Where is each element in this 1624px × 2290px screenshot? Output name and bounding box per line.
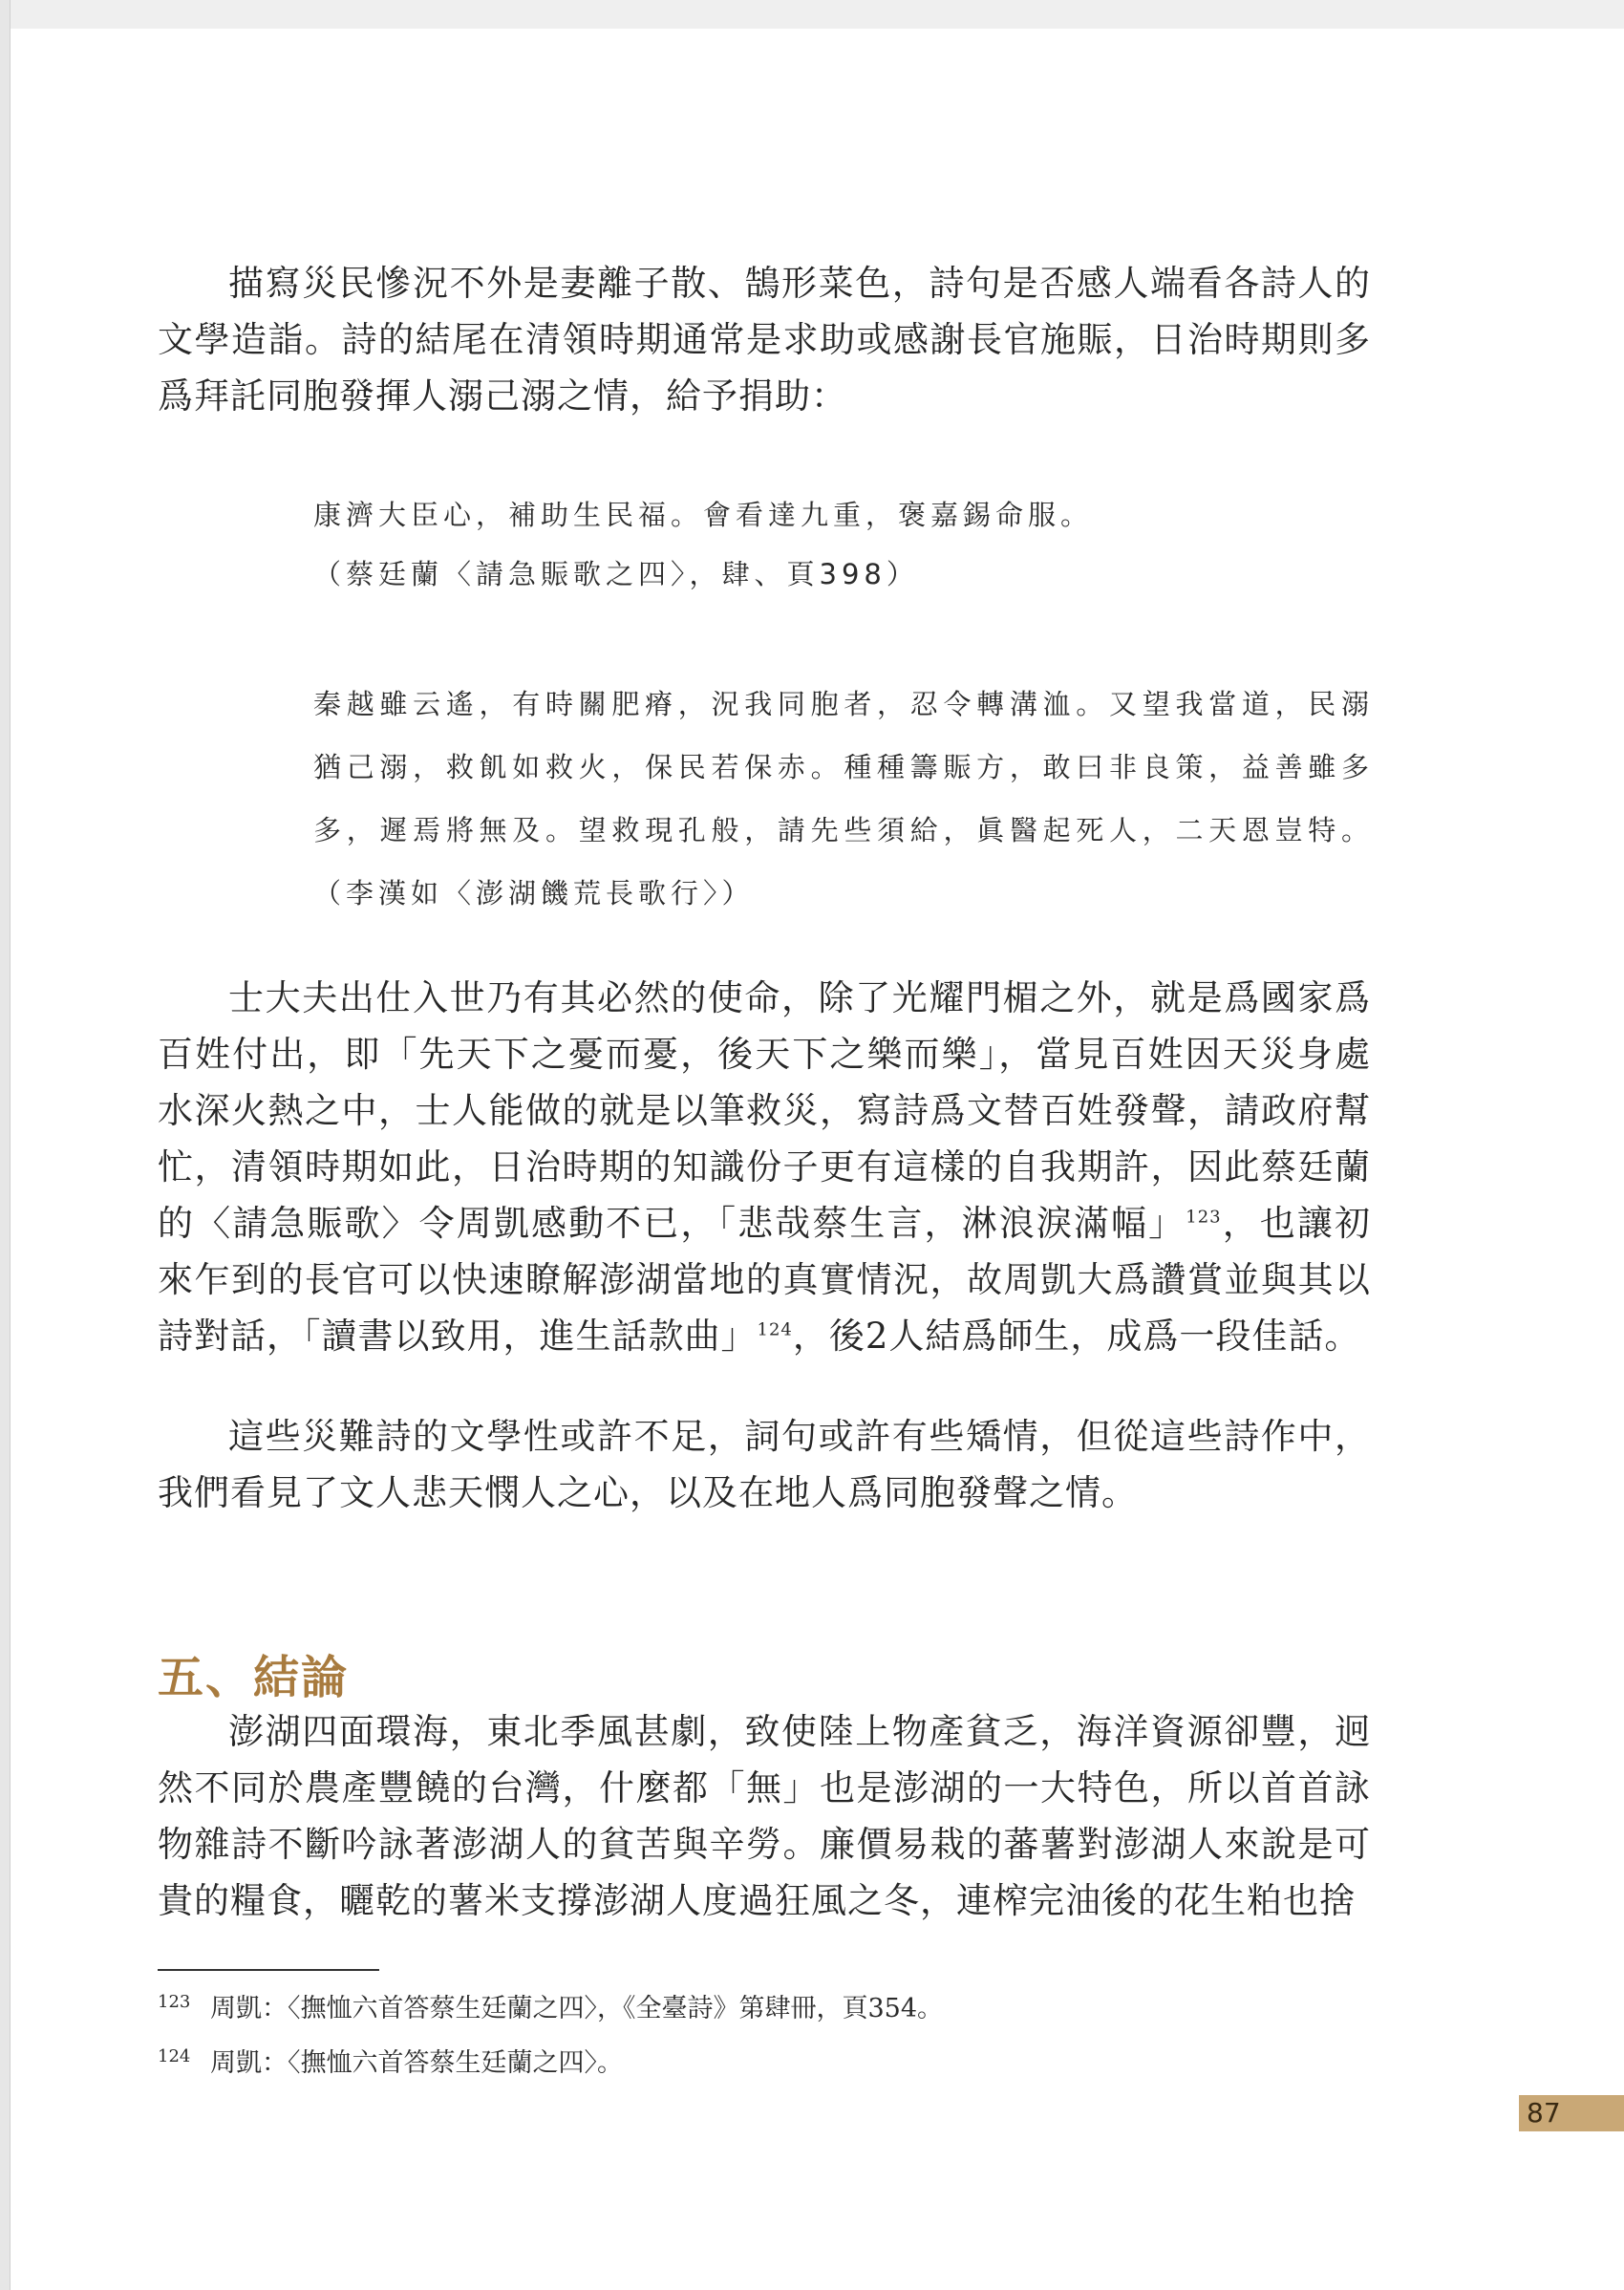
footnote-number: 124 [158, 2046, 191, 2066]
scan-top-strip [0, 0, 1624, 29]
paragraph-intro: 描寫災民慘況不外是妻離子散、鵠形菜色，詩句是否感人端看各詩人的文學造詣。詩的結尾在清領時期通常是求助或感謝長官施賑，日治時期則多爲拜託同胞發揮人溺己溺之情，給予捐助： [158, 263, 1371, 417]
footnote-text: 周凱：〈撫恤六首答蔡生廷蘭之四〉，《全臺詩》第肆冊，頁354。 [210, 1994, 944, 2023]
quote-cai-tinglan [313, 485, 1374, 604]
paragraph-text: ，後2人結爲師生，成爲一段佳話。 [792, 1316, 1361, 1357]
footnote-number: 123 [158, 1992, 191, 2012]
page-binding-edge [0, 0, 11, 2290]
footnote-text: 周凱：〈撫恤六首答蔡生廷蘭之四〉。 [210, 2048, 623, 2078]
footnote-ref-124[interactable]: 124 [757, 1319, 793, 1340]
footnote-divider [158, 1969, 379, 1971]
paragraph-text: 士大夫出仕入世乃有其必然的使命，除了光耀門楣之外，就是爲國家爲百姓付出，即「先天下之憂而憂，後天下之樂而樂」，當見百姓因天災身處水深火熱之中，士人能做的就是以筆救災，寫詩爲文替百姓發聲，請政府幫忙，清領時期如此，日治時期的知識份子更有這樣的自我期許，因此蔡廷蘭的〈請急賑歌〉令周凱感動不已，「悲哉蔡生言，淋浪淚滿幅」 [158, 977, 1371, 1244]
footnote-ref-123[interactable]: 123 [1186, 1207, 1222, 1228]
section-heading-conclusion: 五、結論 [158, 1651, 350, 1704]
paragraph-disaster-poems: 這些災難詩的文學性或許不足，詞句或許有些矯情，但從這些詩作中，我們看見了文人悲天憫人之心，以及在地人爲同胞發聲之情。 [158, 1416, 1371, 1513]
footnote-123 [158, 1990, 1304, 2028]
paragraph-scholar-mission [158, 970, 1371, 1364]
quote-li-hanru: 秦越雖云遙，有時關肥瘠，況我同胞者，忍令轉溝洫。又望我當道，民溺猶己溺，救飢如救火，保民若保赤。種種籌賑方，敢曰非良策，益善雖多多，遲焉將無及。望救現孔般，請先些須給，眞醫起死人，二天恩豈特。（李漢如〈澎湖饑荒長歌行〉） [313, 688, 1374, 910]
paragraph-text: ，也讓初來乍到的長官可以快速瞭解澎湖當地的真實情況，故周凱大爲讚賞並與其以詩對話，「讀書以致用，進生話款曲」 [158, 1203, 1372, 1357]
footnote-124 [158, 2044, 1304, 2083]
quote-line: 康濟大臣心，補助生民福。會看達九重，褒嘉錫命服。 [313, 499, 1094, 531]
quote-citation: （蔡廷蘭〈請急賑歌之四〉，肆、頁398） [313, 558, 919, 590]
page-number: 87 [1519, 2095, 1624, 2131]
paragraph-conclusion: 澎湖四面環海，東北季風甚劇，致使陸上物產貧乏，海洋資源卻豐，迥然不同於農產豐饒的台灣，什麼都「無」也是澎湖的一大特色，所以首首詠物雜詩不斷吟詠著澎湖人的貧苦與辛勞。廉價易栽的蕃薯對澎湖人來說是可貴的糧食，曬乾的薯米支撐澎湖人度過狂風之冬，連榨完油後的花生粕也捨 [158, 1711, 1371, 1921]
